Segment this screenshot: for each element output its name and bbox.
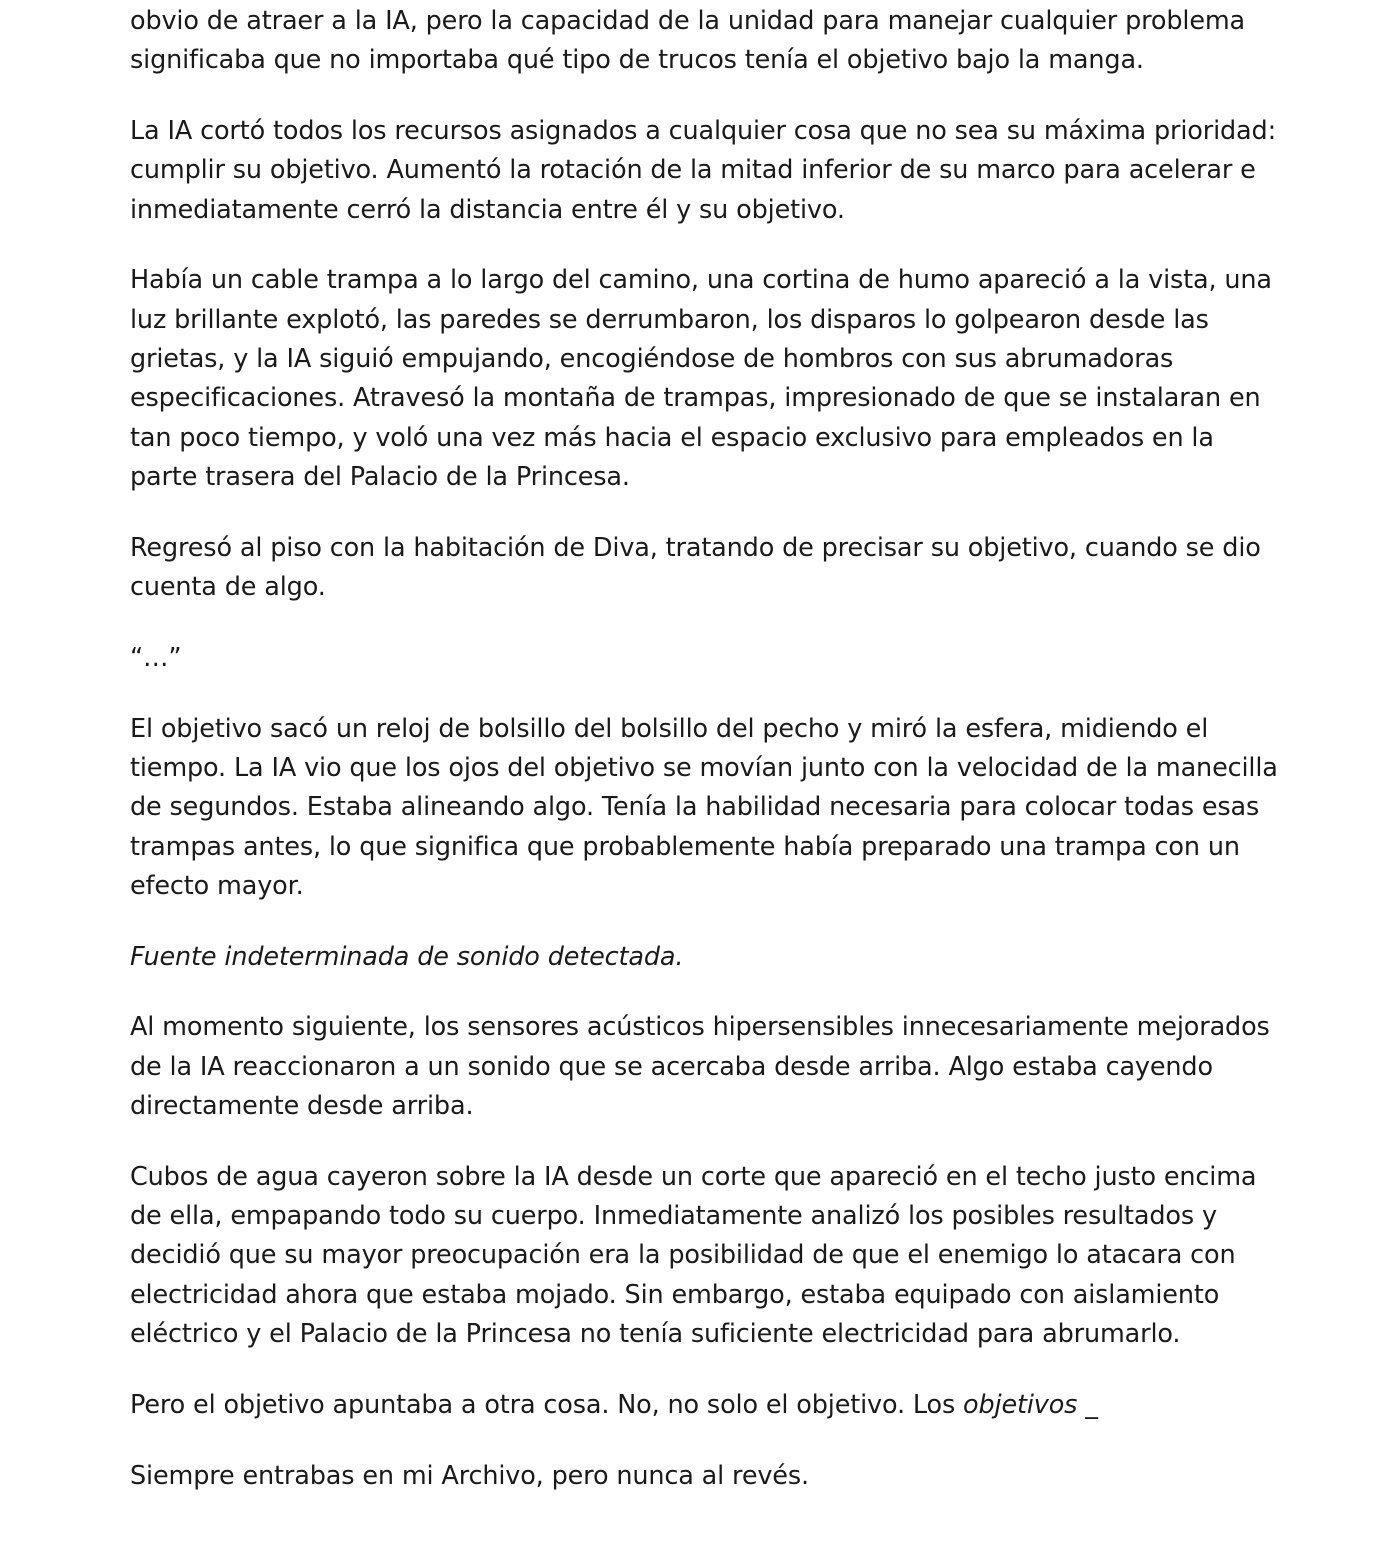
paragraph-2: La IA cortó todos los recursos asignados a cualquier cosa que no sea su máxima prioridad: cumplir su objetivo. Aumentó la rotación de la mitad inferior de su marco para acelerar e inmediatamente cerró la distancia entre él y su objetivo.	[130, 116, 1277, 225]
paragraph-10-italic-word: objetivos	[963, 1389, 1078, 1420]
paragraph-1: obvio de atraer a la IA, pero la capacidad de la unidad para manejar cualquier problema significaba que no importaba qué tipo de trucos tenía el objetivo bajo la manga.	[130, 6, 1246, 76]
paragraph-10-text-after: _	[1077, 1389, 1098, 1420]
paragraph-6: El objetivo sacó un reloj de bolsillo del bolsillo del pecho y miró la esfera, midiendo el tiempo. La IA vio que los ojos del objetivo se movían junto con la velocidad de la manecilla de segundos. Estaba alineando algo. Tenía la habilidad necesaria para colocar todas esas trampas antes, lo que significa que probablemente había preparado una trampa con un efecto mayor.	[130, 713, 1278, 901]
document-body	[130, 2, 1280, 1527]
paragraph-ellipsis-quote: “…”	[130, 642, 182, 673]
paragraph-9: Cubos de agua cayeron sobre la IA desde un corte que apareció en el techo justo encima de ella, empapando todo su cuerpo. Inmediatamente analizó los posibles resultados y decidió que su mayor preocupación era la posibilidad de que el enemigo lo atacara con electricidad ahora que estaba mojado. Sin embargo, estaba equipado con aislamiento eléctrico y el Palacio de la Princesa no tenía suficiente electricidad para abrumarlo.	[130, 1161, 1257, 1350]
paragraph-3: Había un cable trampa a lo largo del camino, una cortina de humo apareció a la vista, una luz brillante explotó, las paredes se derrumbaron, los disparos lo golpearon desde las grietas, y la IA siguió empujando, encogiéndose de hombros con sus abrumadoras especificaciones. Atravesó la montaña de trampas, impresionado de que se instalaran en tan poco tiempo, y voló una vez más hacia el espacio exclusivo para empleados en la parte trasera del Palacio de la Princesa.	[130, 265, 1272, 492]
paragraph-4: Regresó al piso con la habitación de Diva, tratando de precisar su objetivo, cuando se dio cuenta de algo.	[130, 532, 1261, 603]
paragraph-11: Siempre entrabas en mi Archivo, pero nunca al revés.	[130, 1460, 809, 1491]
paragraph-10	[130, 1386, 1280, 1425]
paragraph-italic-system-message: Fuente indeterminada de sonido detectada.	[130, 941, 684, 972]
paragraph-8: Al momento siguiente, los sensores acústicos hipersensibles innecesariamente mejorados de la IA reaccionaron a un sonido que se acercaba desde arriba. Algo estaba cayendo directamente desde arriba.	[130, 1012, 1270, 1122]
paragraph-10-text-before: Pero el objetivo apuntaba a otra cosa. No, no solo el objetivo. Los	[130, 1389, 964, 1420]
